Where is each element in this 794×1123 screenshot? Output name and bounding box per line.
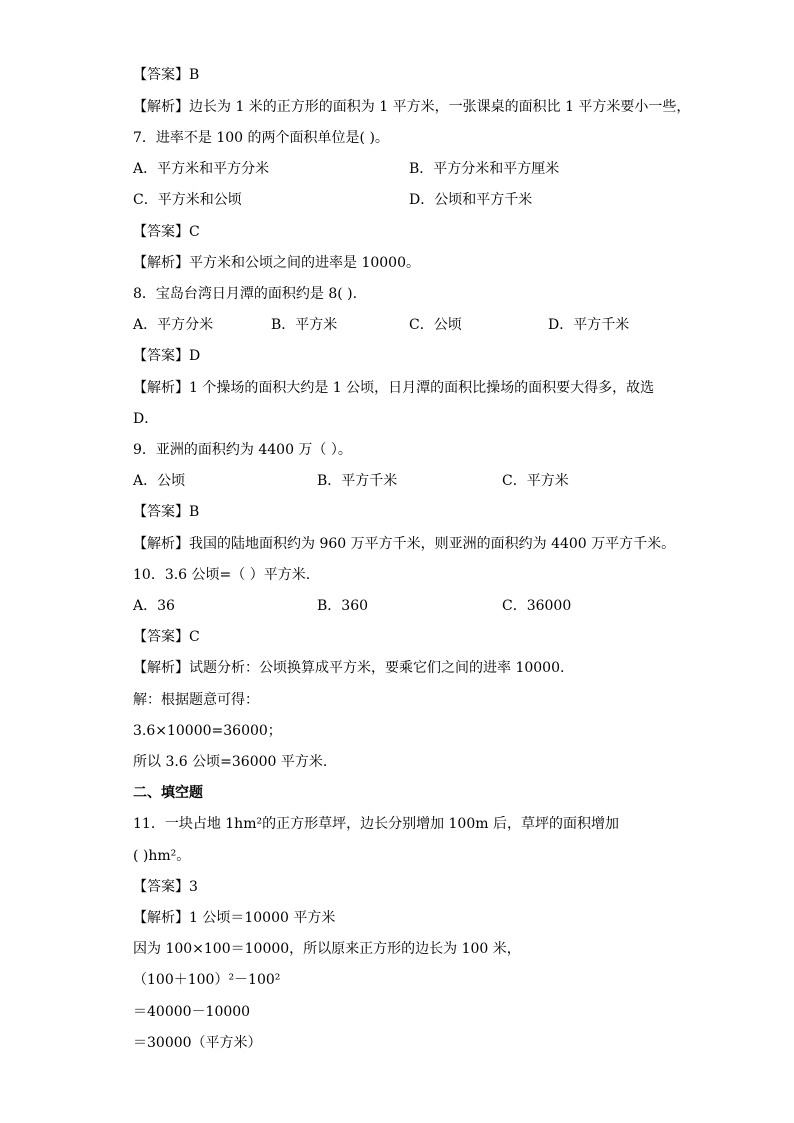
answer-line: 【答案】B [133,67,200,83]
explanation-line: 【解析】1 个操场的面积大约是 1 公顷，日月潭的面积比操场的面积要大得多，故选 [133,380,655,396]
solution-line: 因为 100×100＝10000，所以原来正方形的边长为 100 米， [133,941,521,957]
q7-option-d: D．公顷和平方千米 [409,192,533,208]
explanation-line: 【解析】我国的陆地面积约为 960 万平方千米，则亚洲的面积约为 4400 万平方千米。 [133,536,676,552]
q8-option-a: A．平方分米 [133,317,214,333]
question-9: 9．亚洲的面积约为 4400 万（ ）。 [133,442,352,458]
q9-option-c: C．平方米 [502,473,569,489]
solution-line: 解：根据题意可得： [133,692,259,708]
answer-line: 【答案】C [133,224,200,240]
q8-option-b: B．平方米 [271,317,338,333]
question-11-blank: ( )hm²。 [133,848,191,864]
explanation-line: 【解析】试题分析：公顷换算成平方米，要乘它们之间的进率 10000. [133,660,565,676]
solution-line: ＝30000（平方米） [133,1035,262,1051]
solution-line: 3.6×10000=36000； [133,723,282,739]
q8-option-d: D．平方千米 [548,317,630,333]
q7-option-b: B．平方分米和平方厘米 [409,161,560,177]
q7-option-c: C．平方米和公顷 [133,192,242,208]
question-8: 8．宝岛台湾日月潭的面积约是 8( ). [133,286,358,302]
q7-option-a: A．平方米和平方分米 [133,161,270,177]
solution-line: （100＋100）²－100² [133,972,281,988]
solution-line: ＝40000－10000 [133,1004,251,1020]
q9-option-b: B．平方千米 [317,473,398,489]
q9-option-a: A．公顷 [133,473,186,489]
answer-line: 【答案】B [133,504,200,520]
q8-option-c: C．公顷 [409,317,462,333]
q10-option-a: A．36 [133,598,175,614]
explanation-line-continued: D． [133,411,159,427]
explanation-line: 【解析】平方米和公顷之间的进率是 10000。 [133,255,420,271]
question-10: 10．3.6 公顷=（ ）平方米. [133,567,311,583]
section-heading: 二、填空题 [133,785,203,801]
explanation-line: 【解析】边长为 1 米的正方形的面积为 1 平方米，一张课桌的面积比 1 平方米要小一些， [133,99,691,115]
q10-option-c: C．36000 [502,598,572,614]
solution-line: 所以 3.6 公顷=36000 平方米. [133,754,328,770]
answer-line: 【答案】D [133,348,201,364]
q10-option-b: B．360 [317,598,369,614]
answer-line: 【答案】3 [133,879,198,895]
explanation-line: 【解析】1 公顷＝10000 平方米 [133,910,336,926]
question-7: 7．进率不是 100 的两个面积单位是( )。 [133,130,389,146]
question-11: 11．一块占地 1hm²的正方形草坪，边长分别增加 100m 后，草坪的面积增加 [133,816,619,832]
answer-line: 【答案】C [133,629,200,645]
